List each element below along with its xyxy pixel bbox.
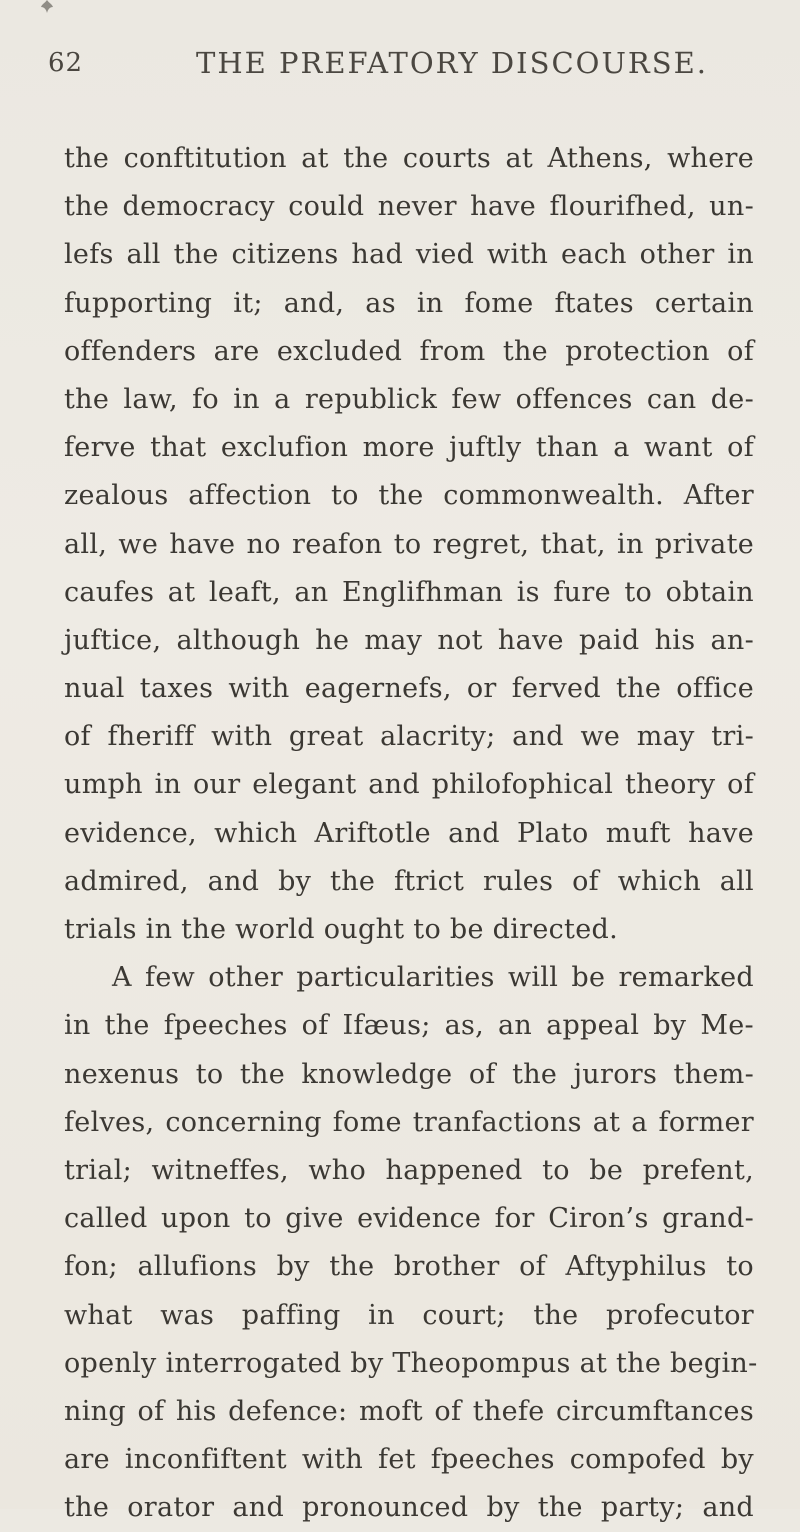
running-head: THE PREFATORY DISCOURSE. <box>196 46 708 80</box>
text-line: the democracy could never have flourifhed, un- <box>64 191 754 223</box>
text-line: fupporting it; and, as in fome ftates certain <box>64 287 754 319</box>
fleuron-icon <box>40 0 54 14</box>
text-line: nexenus to the knowledge of the jurors them- <box>64 1058 754 1090</box>
text-line: trials in the world ought to be directed. <box>64 914 618 945</box>
text-line: of fheriff with great alacrity; and we may tri- <box>64 721 754 753</box>
page-number: 62 <box>48 48 84 78</box>
text-line: ning of his defence: moft of thefe circumftances <box>64 1395 754 1427</box>
text-line: all, we have no reafon to regret, that, in private <box>64 528 754 560</box>
text-line: fon; allufions by the brother of Aftyphilus to <box>64 1251 754 1283</box>
text-line: nual taxes with eagernefs, or ferved the office <box>64 673 754 705</box>
text-line: the conftitution at the courts at Athens, where <box>64 143 754 174</box>
text-line: evidence, which Ariftotle and Plato muft have <box>64 817 754 849</box>
text-line: felves, concerning fome tranfactions at a former <box>64 1106 754 1138</box>
text-line: in the fpeeches of Ifæus; as, an appeal by Me- <box>64 1010 754 1042</box>
text-line: what was paffing in court; the profecutor <box>64 1299 754 1331</box>
text-line: are inconfiftent with fet fpeeches compofed by <box>64 1444 754 1476</box>
text-line: trial; witneffes, who happened to be prefent, <box>64 1154 754 1186</box>
text-line: caufes at leaft, an Englifhman is fure to obtain <box>64 576 754 608</box>
text-line: ferve that exclufion more juftly than a want of <box>64 432 754 464</box>
text-line: admired, and by the ftrict rules of which all <box>64 865 754 897</box>
text-line: called upon to give evidence for Ciron’s grand- <box>64 1203 754 1235</box>
body-text <box>64 135 758 1532</box>
text-line: offenders are excluded from the protection of <box>64 335 754 367</box>
text-line: openly interrogated by Theopompus at the begin- <box>64 1347 758 1379</box>
page-header <box>48 46 760 86</box>
text-line: the orator and pronounced by the party; and <box>64 1492 754 1524</box>
text-line: zealous affection to the commonwealth. After <box>64 480 754 512</box>
text-line: juftice, although he may not have paid his an- <box>64 624 754 656</box>
text-line: A few other particularities will be remarked <box>112 962 754 994</box>
text-line: lefs all the citizens had vied with each other in <box>64 239 754 271</box>
text-line: umph in our elegant and philofophical theory of <box>64 769 754 801</box>
text-line: the law, fo in a republick few offences can de- <box>64 383 754 415</box>
